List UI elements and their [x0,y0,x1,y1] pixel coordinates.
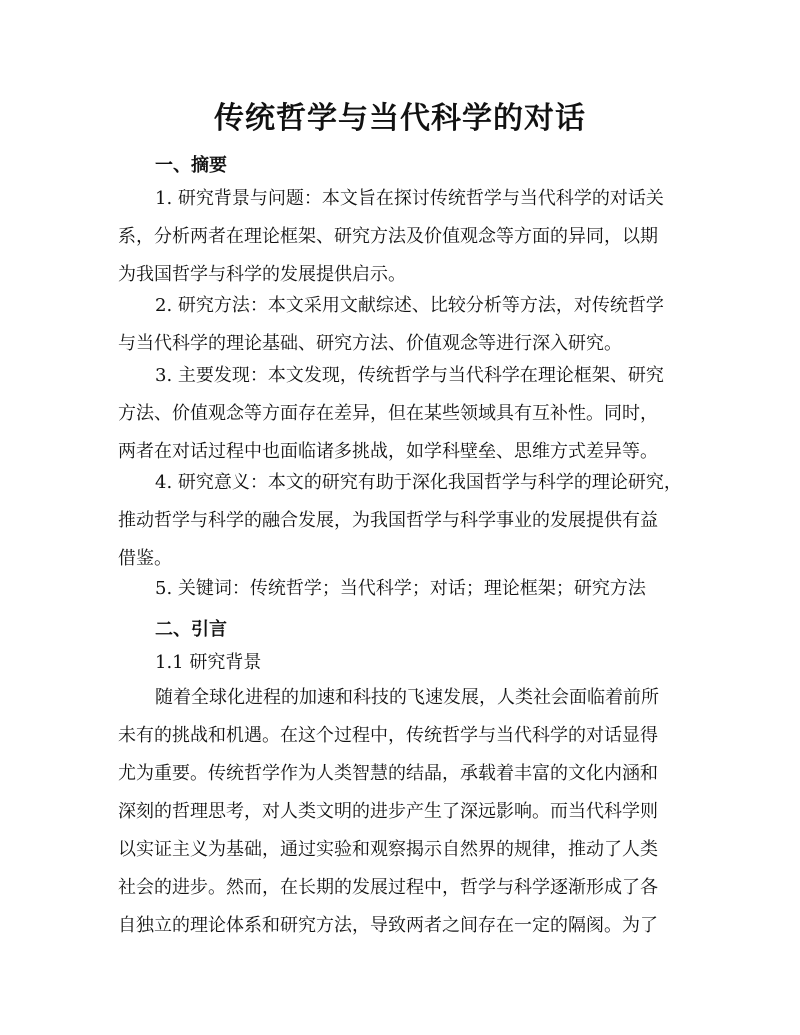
abstract-item-3 [118,357,693,471]
text-line: 借鉴。 [118,548,172,569]
abstract-item-4 [118,464,693,578]
abstract-item-2 [118,287,693,363]
text-line: 社会的进步。然而，在长期的发展过程中，哲学与科学逐渐形成了各 [118,877,658,898]
text-line: 随着全球化进程的加速和科技的飞速发展，人类社会面临着前所 [155,687,659,708]
text-line: 2. 研究方法：本文采用文献综述、比较分析等方法，对传统哲学 [155,295,664,316]
text-line: 尤为重要。传统哲学作为人类智慧的结晶，承载着丰富的文化内涵和 [118,763,658,784]
abstract-item-5 [118,570,693,608]
text-line: 1. 研究背景与问题：本文旨在探讨传统哲学与当代科学的对话关 [155,188,664,209]
text-line: 4. 研究意义：本文的研究有助于深化我国哲学与科学的理论研究， [155,472,682,493]
text-line: 自独立的理论体系和研究方法，导致两者之间存在一定的隔阂。为了 [118,915,658,936]
text-line: 两者在对话过程中也面临诸多挑战，如学科壁垒、思维方式差异等。 [118,441,658,462]
text-line: 深刻的哲理思考，对人类文明的进步产生了深远影响。而当代科学则 [118,801,658,822]
abstract-item-1 [118,180,693,294]
text-line: 系，分析两者在理论框架、研究方法及价值观念等方面的异同，以期 [118,226,658,247]
subsection-heading-research-background: 1.1 研究背景 [155,652,262,673]
text-line: 推动哲学与科学的融合发展，为我国哲学与科学事业的发展提供有益 [118,510,658,531]
introduction-paragraph [118,679,693,945]
text-line: 以实证主义为基础，通过实验和观察揭示自然界的规律，推动了人类 [118,839,658,860]
text-line: 为我国哲学与科学的发展提供启示。 [118,264,406,285]
text-line: 与当代科学的理论基础、研究方法、价值观念等进行深入研究。 [118,333,622,354]
text-line: 3. 主要发现：本文发现，传统哲学与当代科学在理论框架、研究 [155,365,664,386]
text-line: 未有的挑战和机遇。在这个过程中，传统哲学与当代科学的对话显得 [118,725,658,746]
section-heading-abstract: 一、摘要 [155,155,227,176]
section-heading-introduction: 二、引言 [155,619,227,640]
keywords-line: 5. 关键词：传统哲学；当代科学；对话；理论框架；研究方法 [155,578,646,599]
document-title: 传统哲学与当代科学的对话 [214,101,586,136]
text-line: 方法、价值观念等方面存在差异，但在某些领域具有互补性。同时， [118,403,658,424]
